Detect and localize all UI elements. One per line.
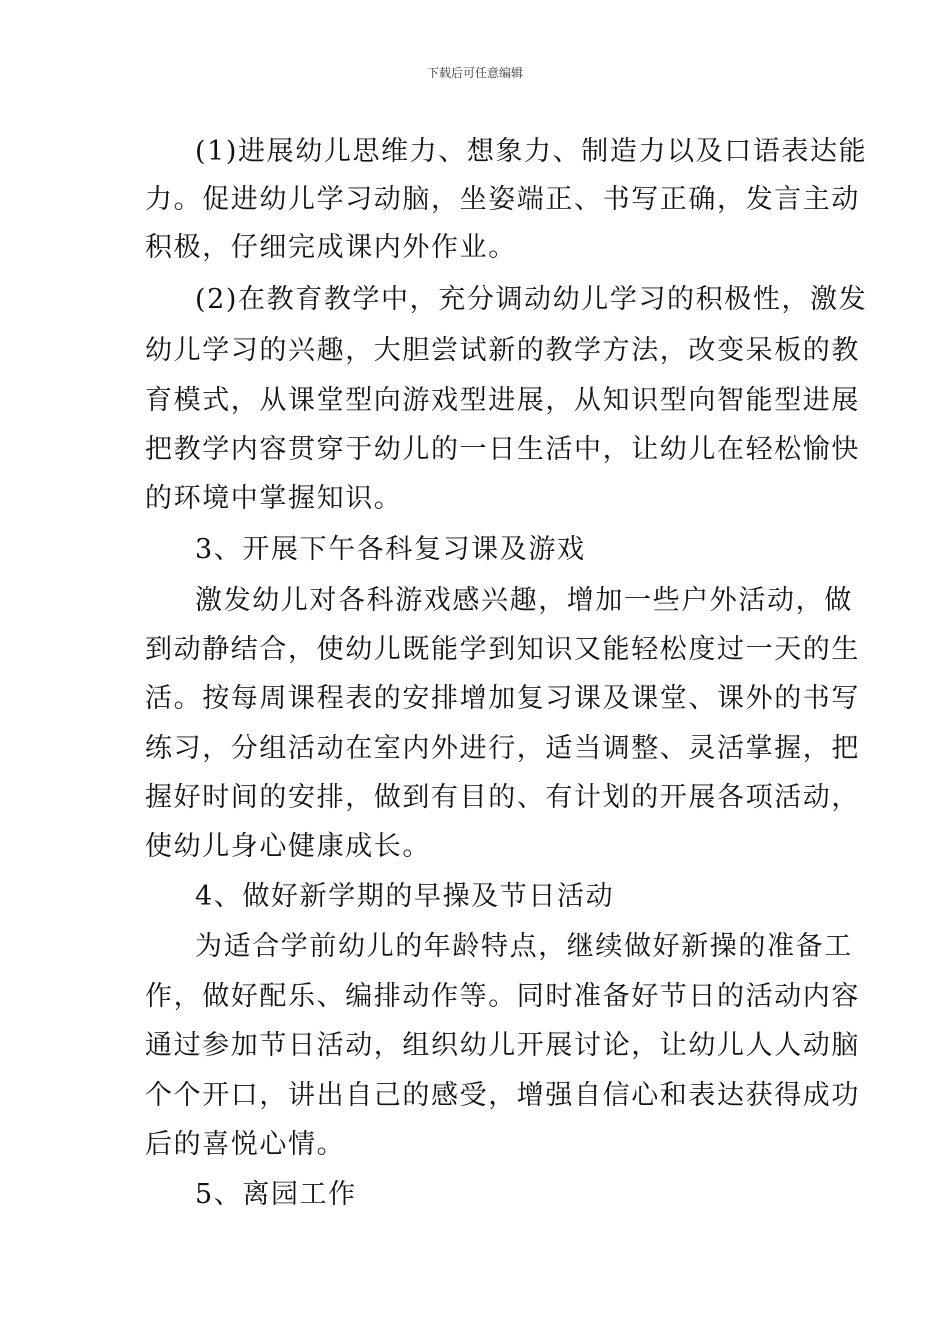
- text-line: 的环境中掌握知识。: [145, 483, 403, 514]
- text-line: (2)在教育教学中，充分调动幼儿学习的积极性，激发: [195, 284, 868, 315]
- text-line: 积极，仔细完成课内外作业。: [145, 232, 517, 263]
- text-line: 激发幼儿对各科游戏感兴趣，增加一些户外活动，做: [195, 585, 853, 616]
- section-heading: 4、做好新学期的早操及节日活动: [195, 881, 615, 912]
- text-line: 通过参加节日活动，组织幼儿开展讨论，让幼儿人人动脑: [145, 1030, 860, 1061]
- text-line: 把教学内容贯穿于幼儿的一日生活中，让幼儿在轻松愉快: [145, 434, 860, 465]
- text-line: 育模式，从课堂型向游戏型进展，从知识型向智能型进展: [145, 385, 860, 416]
- text-line: 练习，分组活动在室内外进行，适当调整、灵活掌握，把: [145, 733, 860, 764]
- page-header-note: 下载后可任意编辑: [426, 66, 523, 80]
- text-line: 后的喜悦心情。: [145, 1129, 346, 1160]
- section-heading: 5、离园工作: [195, 1179, 357, 1210]
- text-line: 到动静结合，使幼儿既能学到知识又能轻松度过一天的生: [145, 634, 860, 665]
- text-line: 幼儿学习的兴趣，大胆尝试新的教学方法，改变呆板的教: [145, 335, 860, 366]
- text-line: 为适合学前幼儿的年龄特点，继续做好新操的准备工: [195, 931, 853, 962]
- text-line: 使幼儿身心健康成长。: [145, 831, 431, 862]
- text-line: (1)进展幼儿思维力、想象力、制造力以及口语表达能: [195, 136, 868, 167]
- section-heading: 3、开展下午各科复习课及游戏: [195, 534, 586, 565]
- text-line: 握好时间的安排，做到有目的、有计划的开展各项活动，: [145, 782, 860, 813]
- text-line: 力。促进幼儿学习动脑，坐姿端正、书写正确，发言主动: [145, 184, 860, 215]
- text-line: 作，做好配乐、编排动作等。同时准备好节日的活动内容: [145, 981, 860, 1012]
- text-line: 活。按每周课程表的安排增加复习课及课堂、课外的书写: [145, 683, 860, 714]
- text-line: 个个开口，讲出自己的感受，增强自信心和表达获得成功: [145, 1080, 860, 1111]
